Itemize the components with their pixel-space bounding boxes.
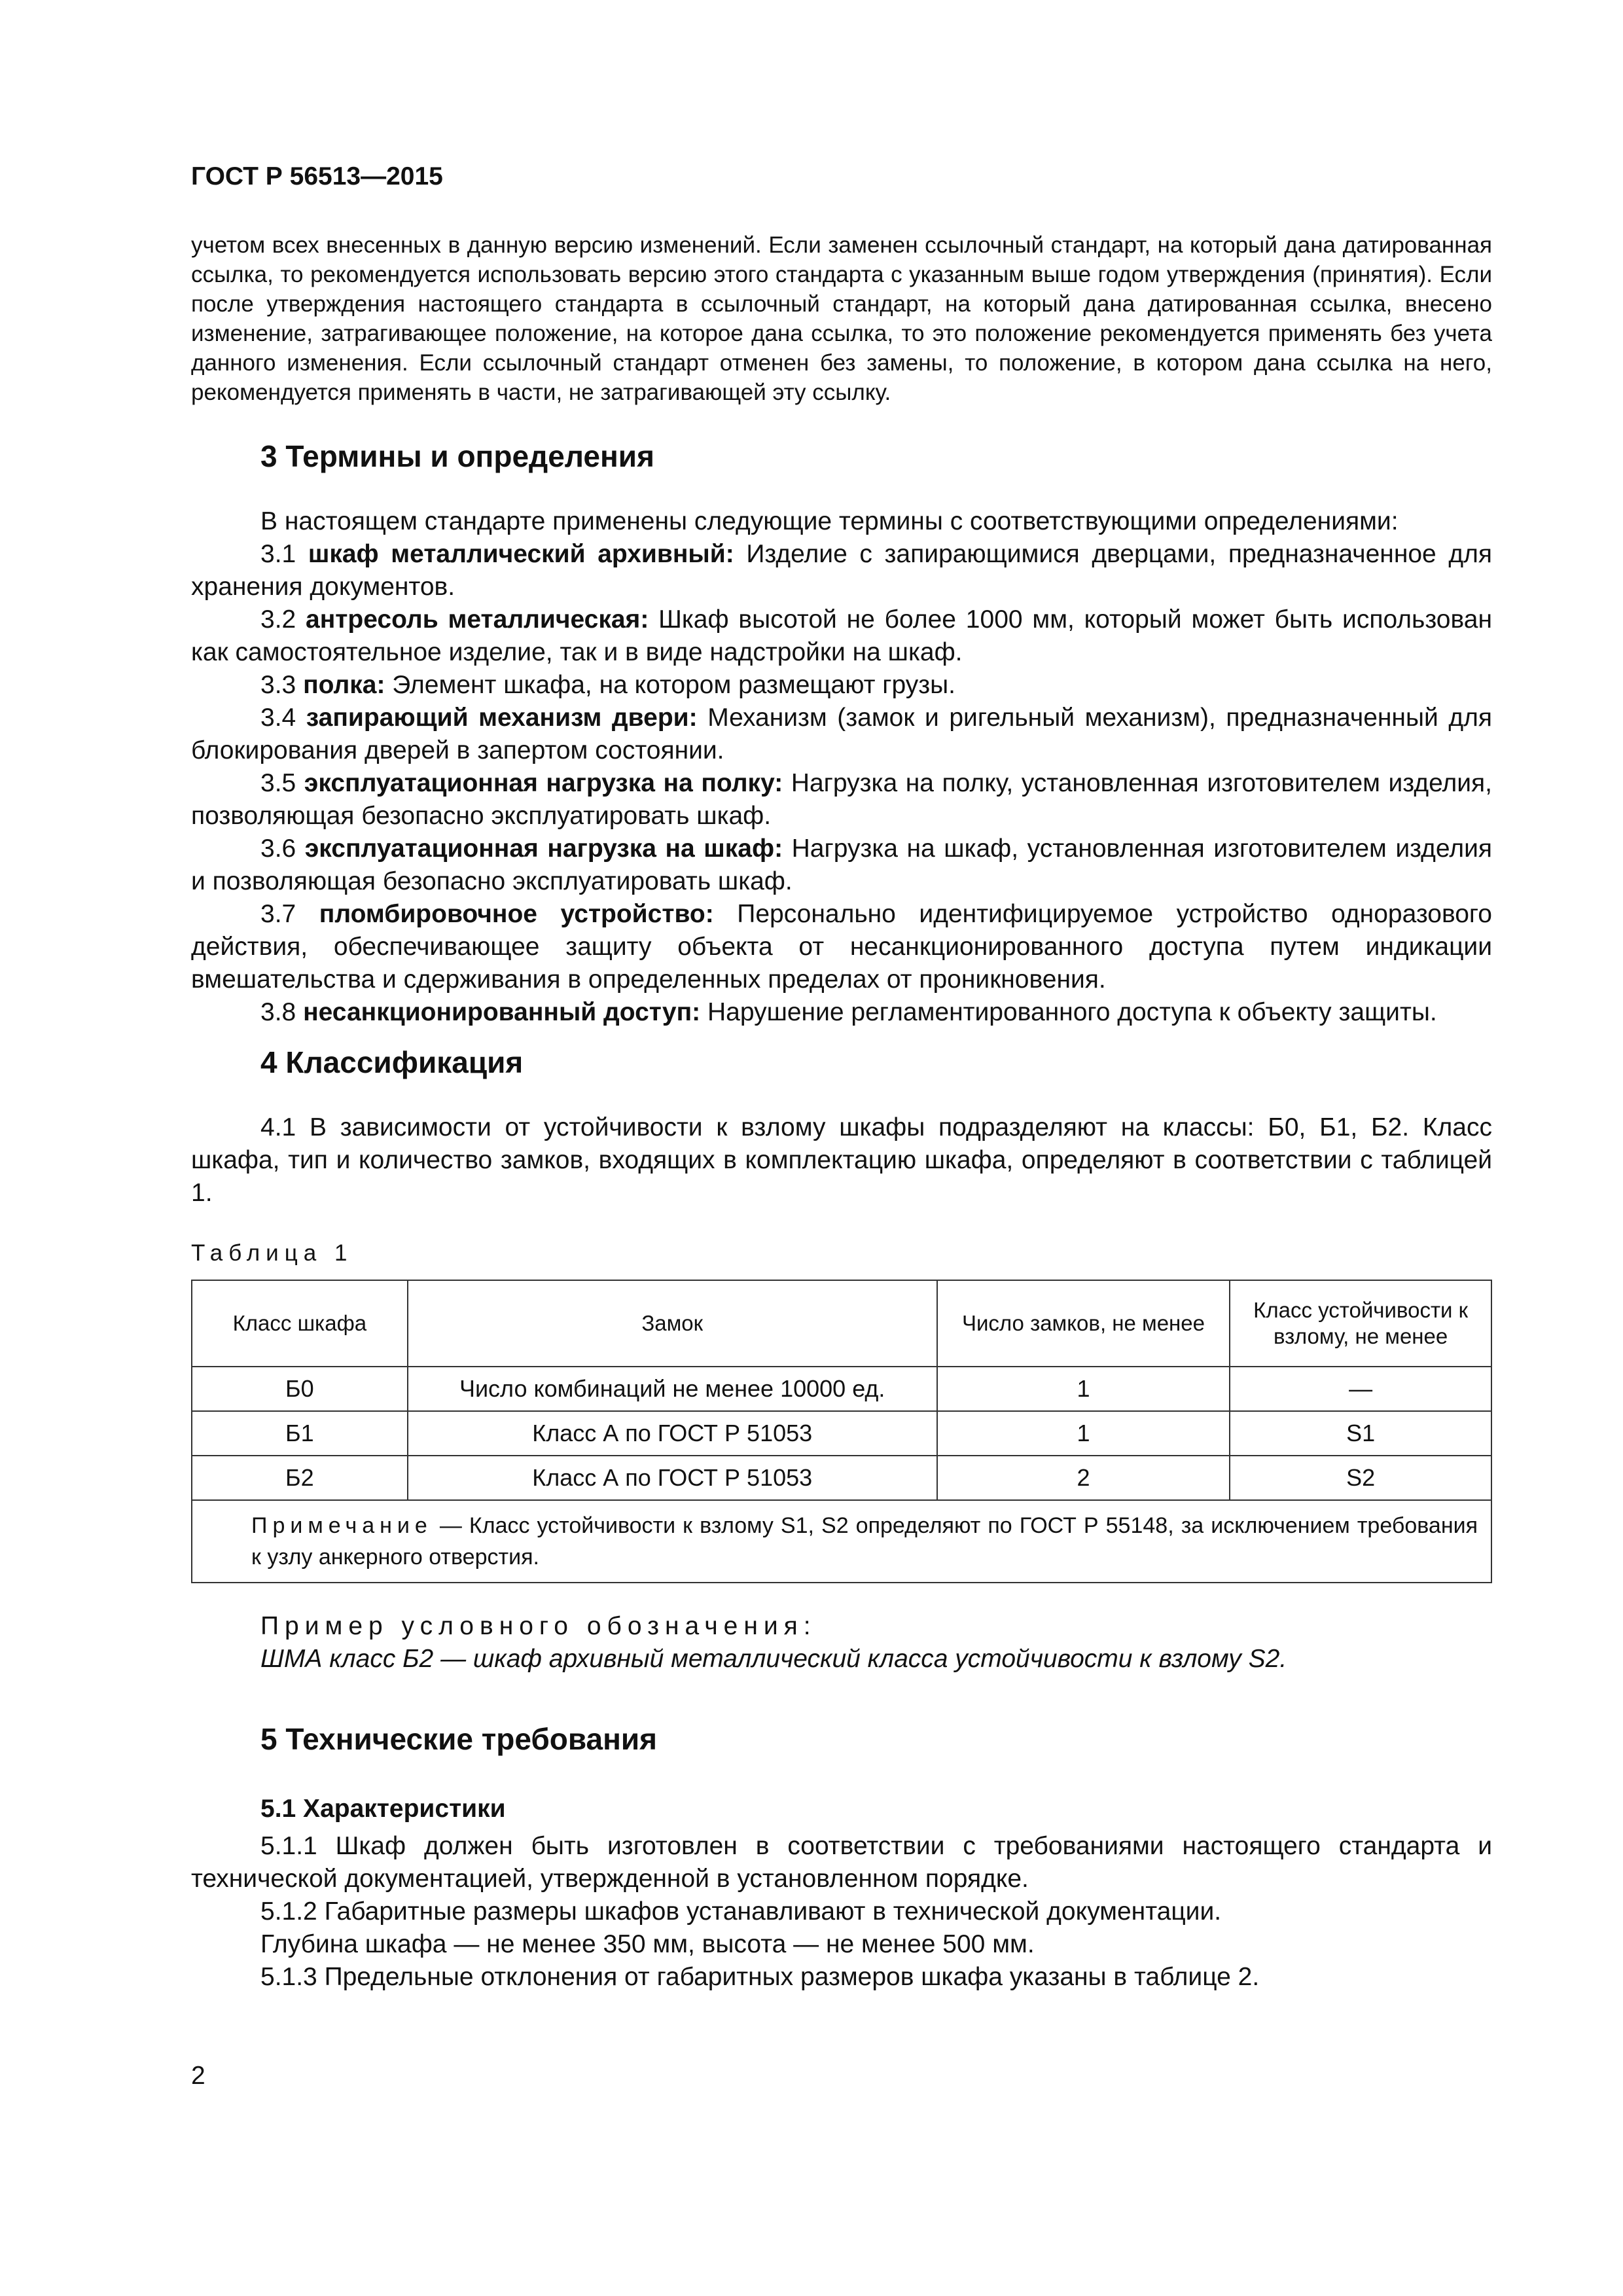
- table-cell: Б2: [192, 1456, 408, 1500]
- section-4-body: [191, 1111, 1492, 1210]
- designation-example: [260, 1610, 1287, 1676]
- subsection-5-1-heading: 5.1 Характеристики: [260, 1795, 506, 1823]
- term-3-7: 3.7 пломбировочное устройство: Персонально идентифицируемое устройство одноразового действия, обеспечивающее защиту объекта от несанкционированного доступа путем индикации вмешательства и сдерживания в определенных пределах от проникновения.: [191, 900, 1492, 994]
- para-5-1-2: 5.1.2 Габаритные размеры шкафов устанавливают в технической документации.: [260, 1897, 1222, 1926]
- table-cell: Б0: [192, 1367, 408, 1411]
- table-cell: 1: [937, 1367, 1230, 1411]
- table-cell: Класс А по ГОСТ Р 51053: [408, 1411, 937, 1456]
- table-cell: 1: [937, 1411, 1230, 1456]
- section-3-lead: В настоящем стандарте применены следующие термины с соответствующими определениями:: [260, 507, 1399, 535]
- table-row: [192, 1456, 1491, 1500]
- term-3-3: 3.3 полка: Элемент шкафа, на котором размещают грузы.: [260, 671, 956, 699]
- term-3-2: 3.2 антресоль металлическая: Шкаф высотой не более 1000 мм, который может быть использован как самостоятельное изделие, так и в виде надстройки на шкаф.: [191, 605, 1492, 666]
- term-3-1: 3.1 шкаф металлический архивный: Изделие с запирающимися дверцами, предназначенное для хранения документов.: [191, 540, 1492, 601]
- running-header: ГОСТ Р 56513—2015: [191, 162, 443, 190]
- column-header: Класс шкафа: [192, 1280, 408, 1367]
- section-4-heading: 4 Классификация: [260, 1045, 524, 1079]
- term-3-6: 3.6 эксплуатационная нагрузка на шкаф: Нагрузка на шкаф, установленная изготовителем изделия и позволяющая безопасно эксплуатировать шкаф.: [191, 834, 1492, 895]
- term-3-5: 3.5 эксплуатационная нагрузка на полку: Нагрузка на полку, установленная изготовителем изделия, позволяющая безопасно эксплуатировать шкаф.: [191, 769, 1492, 830]
- table-note-row: [192, 1500, 1491, 1583]
- note-text: — Класс устойчивости к взлому S1, S2 определяют по ГОСТ Р 55148, за исключением требования к узлу анкерного отверстия.: [251, 1513, 1478, 1570]
- example-text: ШМА класс Б2 — шкаф архивный металлический класса устойчивости к взлому S2.: [260, 1645, 1287, 1673]
- table-cell: Число комбинаций не менее 10000 ед.: [408, 1367, 937, 1411]
- column-header: Замок: [408, 1280, 937, 1367]
- term-3-4: 3.4 запирающий механизм двери: Механизм (замок и ригельный механизм), предназначенный для блокирования дверей в запертом состоянии.: [191, 704, 1492, 764]
- para-5-1-3: 5.1.3 Предельные отклонения от габаритных размеров шкафа указаны в таблице 2.: [260, 1963, 1260, 1991]
- column-header: Класс устойчивости к взлому, не менее: [1230, 1280, 1491, 1367]
- table-header-row: [192, 1280, 1491, 1367]
- section-3-heading: 3 Термины и определения: [260, 439, 654, 473]
- table-cell: 2: [937, 1456, 1230, 1500]
- table-row: [192, 1367, 1491, 1411]
- note-label: Примечание: [251, 1513, 433, 1538]
- intro-paragraph: учетом всех внесенных в данную версию изменений. Если заменен ссылочный стандарт, на который дана датированная ссылка, то рекомендуется использовать версию этого стандарта с указанным выше годом утверждения (принятия). Если после утверждения настоящего стандарта в ссылочный стандарт, на который дана датированная ссылка, внесено изменение, затрагивающее положение, на которое дана ссылка, то это положение рекомендуется применять без учета данного изменения. Если ссылочный стандарт отменен без замены, то положение, в котором дана ссылка на него, рекомендуется применять в части, не затрагивающей эту ссылку.: [191, 232, 1492, 405]
- table-cell: —: [1230, 1367, 1491, 1411]
- section-3-body: [191, 505, 1492, 1029]
- section-5-body: [191, 1830, 1492, 1994]
- table-row: [192, 1411, 1491, 1456]
- para-4-1: 4.1 В зависимости от устойчивости к взлому шкафы подразделяют на классы: Б0, Б1, Б2. Класс шкафа, тип и количество замков, входящих в комплектацию шкафа, определяют в соответствии с таблицей 1.: [191, 1113, 1492, 1207]
- table-note: [192, 1500, 1491, 1583]
- table-cell: Класс А по ГОСТ Р 51053: [408, 1456, 937, 1500]
- section-5-heading: 5 Технические требования: [260, 1722, 657, 1756]
- table-cell: S1: [1230, 1411, 1491, 1456]
- table-cell: S2: [1230, 1456, 1491, 1500]
- table-1-caption: Таблица 1: [191, 1240, 353, 1266]
- example-label: Пример условного обозначения:: [260, 1612, 817, 1640]
- column-header: Число замков, не менее: [937, 1280, 1230, 1367]
- table-cell: Б1: [192, 1411, 408, 1456]
- table-1: [191, 1280, 1492, 1583]
- page-number: 2: [191, 2062, 205, 2090]
- para-depth-height: Глубина шкафа — не менее 350 мм, высота — не менее 500 мм.: [260, 1930, 1035, 1958]
- para-5-1-1: 5.1.1 Шкаф должен быть изготовлен в соответствии с требованиями настоящего стандарта и технической документацией, утвержденной в установленном порядке.: [191, 1832, 1492, 1893]
- term-3-8: 3.8 несанкционированный доступ: Нарушение регламентированного доступа к объекту защиты.: [260, 998, 1437, 1026]
